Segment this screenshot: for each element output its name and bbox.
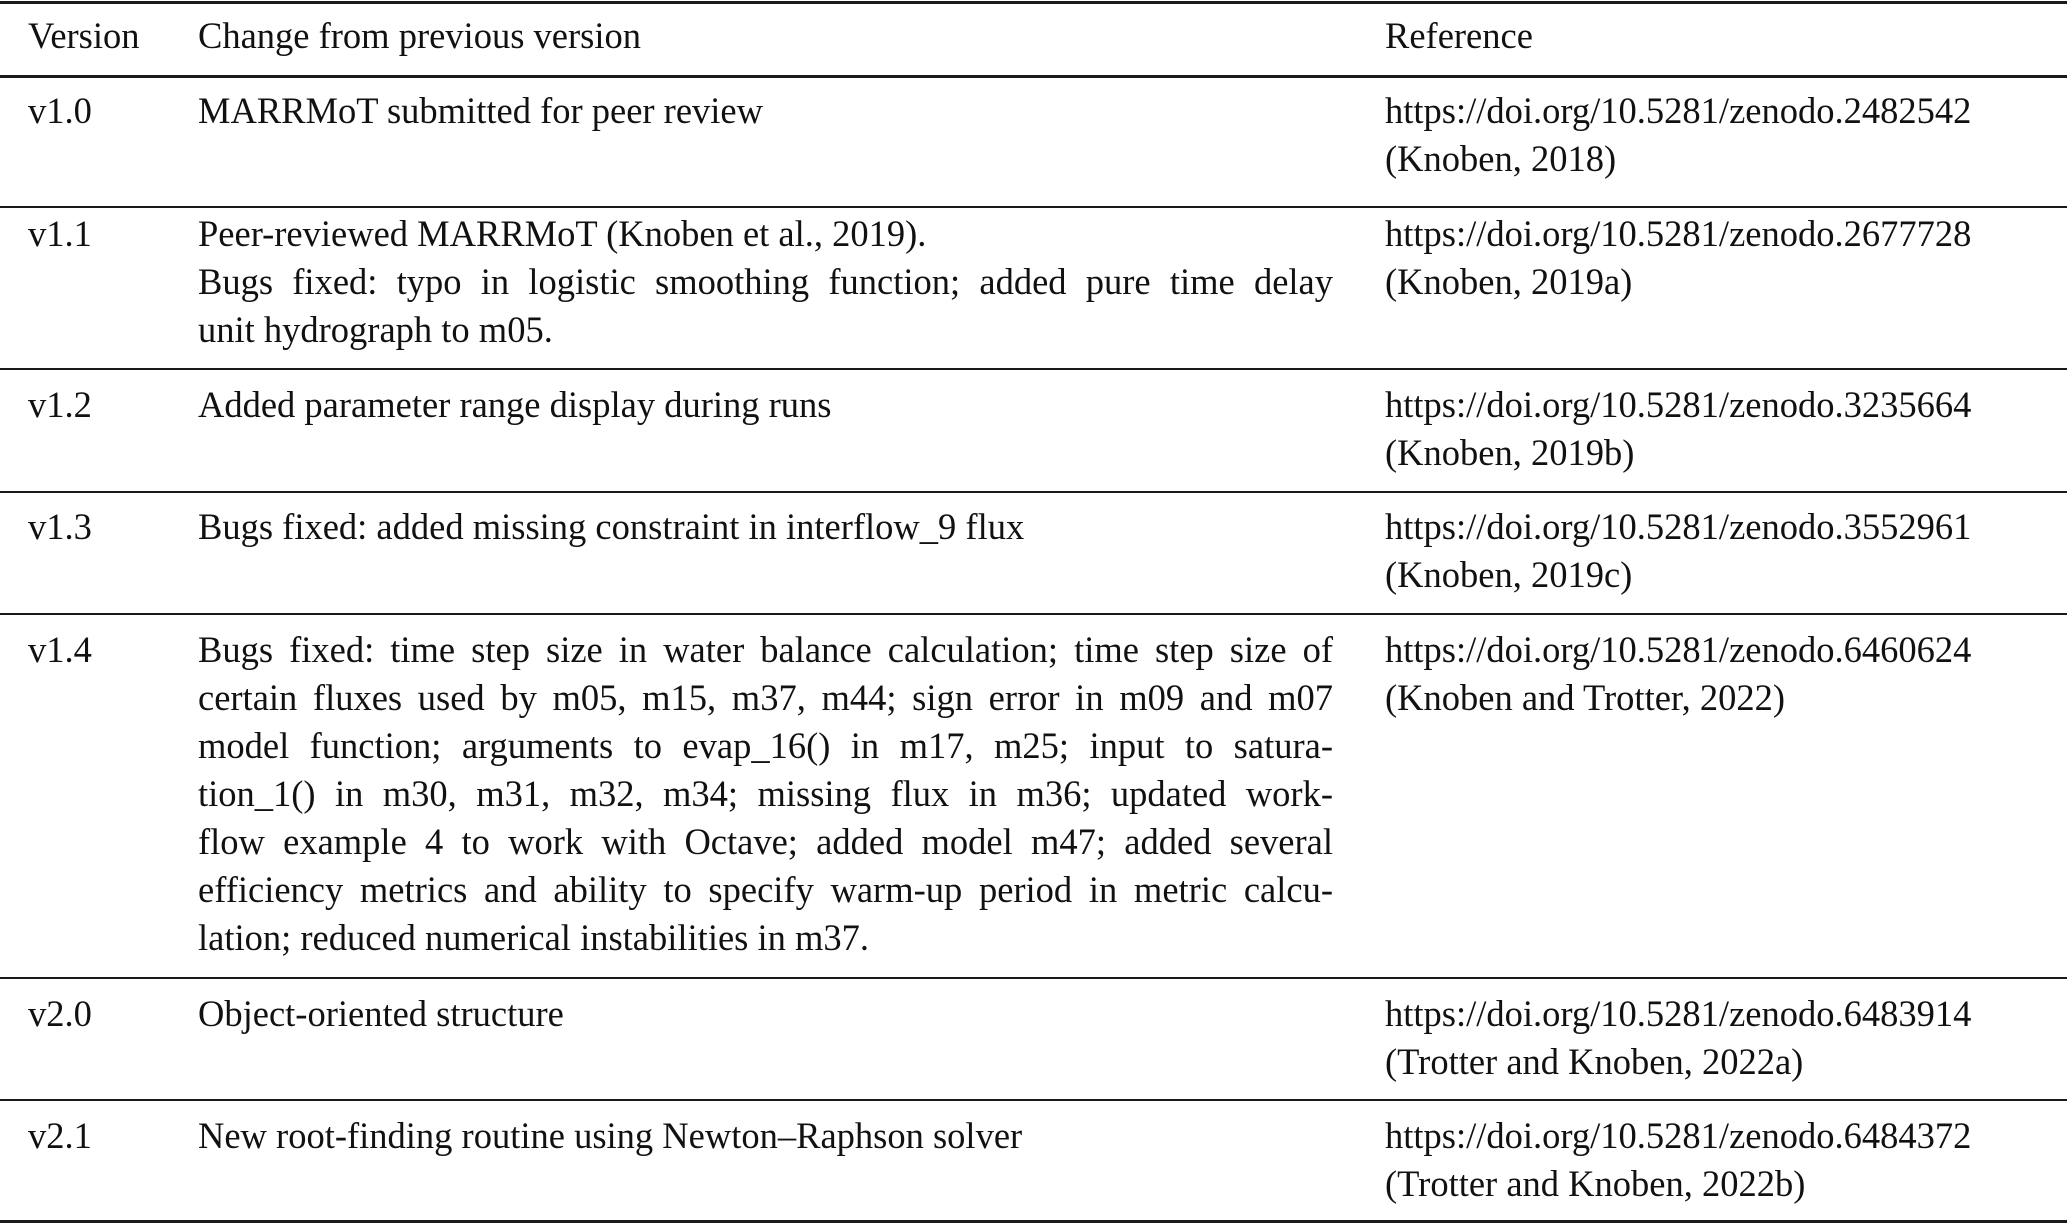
doi-link[interactable]: https://doi.org/10.5281/zenodo.3235664 <box>1385 384 1972 425</box>
citation: (Knoben, 2019b) <box>1385 432 1635 473</box>
header-rule <box>0 75 2067 78</box>
row-rule <box>0 1099 2067 1101</box>
change-cell <box>198 210 1333 354</box>
doi-link[interactable]: https://doi.org/10.5281/zenodo.6483914 <box>1385 993 1972 1034</box>
change-cell <box>198 87 763 135</box>
reference-cell <box>1385 990 1971 1086</box>
change-cell <box>198 1112 1022 1160</box>
reference-cell <box>1385 210 1971 306</box>
change-line: Peer-reviewed MARRMoT (Knoben et al., 2019). <box>198 213 927 254</box>
doi-link[interactable]: https://doi.org/10.5281/zenodo.6484372 <box>1385 1115 1972 1156</box>
doi-link[interactable]: https://doi.org/10.5281/zenodo.2482542 <box>1385 90 1972 131</box>
row-rule <box>0 368 2067 370</box>
header-version: Version <box>28 15 140 56</box>
change-line: lation; reduced numerical instabilities in m37. <box>198 917 870 958</box>
change-cell <box>198 626 1333 962</box>
citation: (Knoben, 2018) <box>1385 138 1617 179</box>
row-rule <box>0 491 2067 493</box>
change-line: Bugs fixed: typo in logistic smoothing function; added pure time delay <box>198 261 1333 302</box>
change-line: efficiency metrics and ability to specify warm-up period in metric calcu- <box>198 869 1333 910</box>
change-line: tion_1() in m30, m31, m32, m34; missing flux in m36; updated work- <box>198 773 1333 814</box>
row-rule <box>0 613 2067 615</box>
reference-cell <box>1385 503 1971 599</box>
header-change: Change from previous version <box>198 15 641 56</box>
citation: (Trotter and Knoben, 2022b) <box>1385 1163 1806 1204</box>
change-cell <box>198 990 564 1038</box>
doi-link[interactable]: https://doi.org/10.5281/zenodo.2677728 <box>1385 213 1972 254</box>
reference-cell <box>1385 381 1971 477</box>
change-line: flow example 4 to work with Octave; added model m47; added several <box>198 821 1333 862</box>
row-rule <box>0 206 2067 208</box>
change-line: Bugs fixed: added missing constraint in interflow_9 flux <box>198 506 1025 547</box>
change-line: New root-finding routine using Newton–Raphson solver <box>198 1115 1023 1156</box>
version-cell: v1.2 <box>28 384 92 425</box>
header-reference: Reference <box>1385 15 1533 56</box>
reference-cell <box>1385 87 1971 183</box>
doi-link[interactable]: https://doi.org/10.5281/zenodo.6460624 <box>1385 629 1972 670</box>
change-line: model function; arguments to evap_16() in m17, m25; input to satura- <box>198 725 1333 766</box>
citation: (Knoben and Trotter, 2022) <box>1385 677 1786 718</box>
version-cell: v1.0 <box>28 90 92 131</box>
reference-cell <box>1385 626 1971 722</box>
change-line: MARRMoT submitted for peer review <box>198 90 763 131</box>
top-rule <box>0 1 2067 4</box>
version-cell: v1.1 <box>28 213 92 254</box>
doi-link[interactable]: https://doi.org/10.5281/zenodo.3552961 <box>1385 506 1972 547</box>
version-cell: v1.3 <box>28 506 92 547</box>
change-cell <box>198 381 831 429</box>
change-line: Bugs fixed: time step size in water balance calculation; time step size of <box>198 629 1333 670</box>
change-cell <box>198 503 1024 551</box>
row-rule <box>0 977 2067 979</box>
bottom-rule <box>0 1220 2067 1223</box>
change-line: certain fluxes used by m05, m15, m37, m44; sign error in m09 and m07 <box>198 677 1333 718</box>
version-cell: v1.4 <box>28 629 92 670</box>
version-cell: v2.0 <box>28 993 92 1034</box>
change-line: Added parameter range display during runs <box>198 384 832 425</box>
citation: (Knoben, 2019c) <box>1385 554 1633 595</box>
version-cell: v2.1 <box>28 1115 92 1156</box>
citation: (Knoben, 2019a) <box>1385 261 1633 302</box>
reference-cell <box>1385 1112 1971 1208</box>
citation: (Trotter and Knoben, 2022a) <box>1385 1041 1804 1082</box>
change-line: Object-oriented structure <box>198 993 564 1034</box>
change-line: unit hydrograph to m05. <box>198 309 553 350</box>
